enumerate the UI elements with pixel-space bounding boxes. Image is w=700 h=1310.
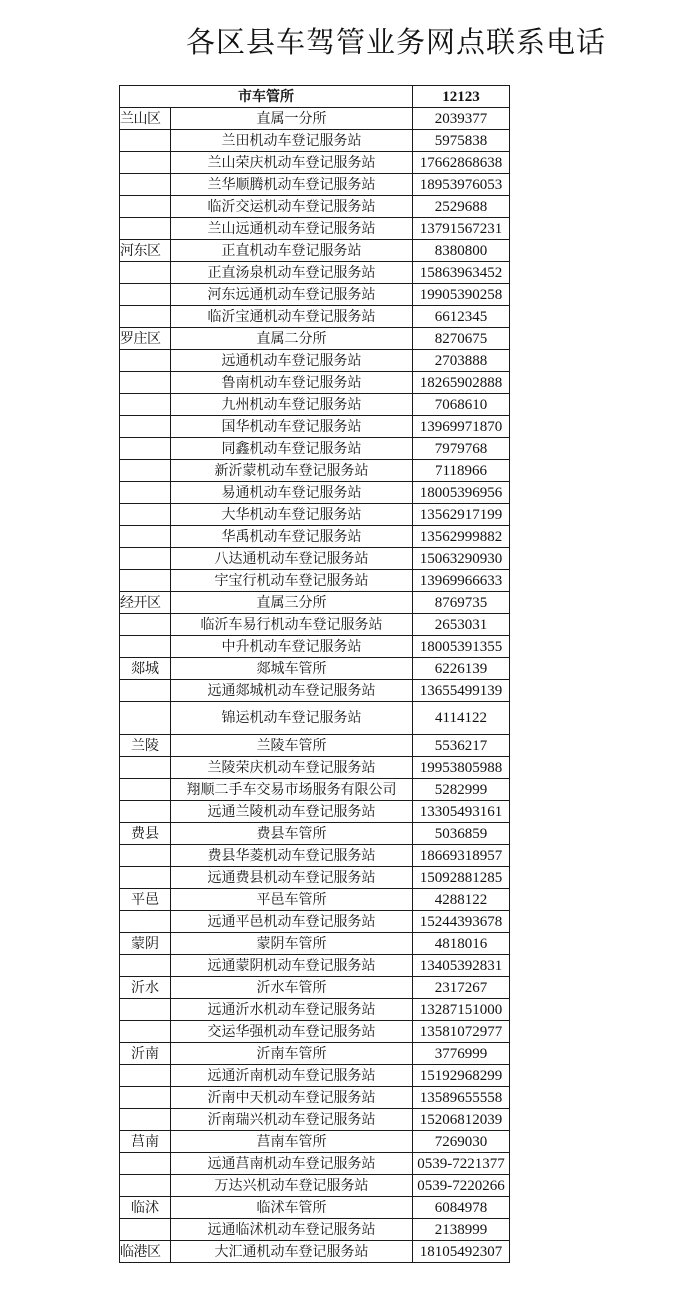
station-name-cell: 直属三分所 xyxy=(171,592,413,614)
district-cell xyxy=(120,460,171,482)
station-name-cell: 费县华菱机动车登记服务站 xyxy=(171,845,413,867)
station-name-cell: 远通沂水机动车登记服务站 xyxy=(171,999,413,1021)
phone-cell: 13562917199 xyxy=(413,504,510,526)
station-name-cell: 兰田机动车登记服务站 xyxy=(171,130,413,152)
district-cell: 郯城 xyxy=(120,658,171,680)
district-cell xyxy=(120,372,171,394)
header-org: 市车管所 xyxy=(120,86,413,108)
phone-cell: 3776999 xyxy=(413,1043,510,1065)
phone-cell: 18953976053 xyxy=(413,174,510,196)
station-name-cell: 沂南车管所 xyxy=(171,1043,413,1065)
phone-cell: 6612345 xyxy=(413,306,510,328)
header-phone: 12123 xyxy=(413,86,510,108)
table-row xyxy=(120,196,510,218)
table-row xyxy=(120,977,510,999)
table-row xyxy=(120,416,510,438)
district-cell xyxy=(120,680,171,702)
table-row xyxy=(120,735,510,757)
phone-cell: 13405392831 xyxy=(413,955,510,977)
district-cell xyxy=(120,614,171,636)
station-name-cell: 大华机动车登记服务站 xyxy=(171,504,413,526)
station-name-cell: 锦运机动车登记服务站 xyxy=(171,702,413,735)
district-cell: 费县 xyxy=(120,823,171,845)
district-cell: 临沭 xyxy=(120,1197,171,1219)
table-body xyxy=(120,108,510,1263)
phone-cell: 19905390258 xyxy=(413,284,510,306)
contacts-table xyxy=(119,85,510,1263)
table-row xyxy=(120,526,510,548)
station-name-cell: 兰山远通机动车登记服务站 xyxy=(171,218,413,240)
district-cell xyxy=(120,196,171,218)
phone-cell: 18265902888 xyxy=(413,372,510,394)
phone-cell: 7118966 xyxy=(413,460,510,482)
district-cell: 沂南 xyxy=(120,1043,171,1065)
station-name-cell: 兰山荣庆机动车登记服务站 xyxy=(171,152,413,174)
phone-cell: 7979768 xyxy=(413,438,510,460)
phone-cell: 18105492307 xyxy=(413,1241,510,1263)
station-name-cell: 远通费县机动车登记服务站 xyxy=(171,867,413,889)
station-name-cell: 临沂车易行机动车登记服务站 xyxy=(171,614,413,636)
district-cell xyxy=(120,350,171,372)
district-cell xyxy=(120,548,171,570)
station-name-cell: 正直机动车登记服务站 xyxy=(171,240,413,262)
district-cell: 沂水 xyxy=(120,977,171,999)
phone-cell: 15863963452 xyxy=(413,262,510,284)
district-cell xyxy=(120,1153,171,1175)
table-row xyxy=(120,658,510,680)
district-cell xyxy=(120,955,171,977)
station-name-cell: 华禹机动车登记服务站 xyxy=(171,526,413,548)
phone-cell: 13562999882 xyxy=(413,526,510,548)
table-row xyxy=(120,284,510,306)
table-row xyxy=(120,592,510,614)
district-cell xyxy=(120,867,171,889)
district-cell: 莒南 xyxy=(120,1131,171,1153)
district-cell xyxy=(120,306,171,328)
phone-cell: 18669318957 xyxy=(413,845,510,867)
station-name-cell: 翔顺二手车交易市场服务有限公司 xyxy=(171,779,413,801)
district-cell xyxy=(120,262,171,284)
table-row xyxy=(120,372,510,394)
district-cell: 平邑 xyxy=(120,889,171,911)
phone-cell: 2529688 xyxy=(413,196,510,218)
district-cell: 河东区 xyxy=(120,240,171,262)
table-row xyxy=(120,108,510,130)
station-name-cell: 河东远通机动车登记服务站 xyxy=(171,284,413,306)
station-name-cell: 远通郯城机动车登记服务站 xyxy=(171,680,413,702)
table-row xyxy=(120,845,510,867)
district-cell: 兰山区 xyxy=(120,108,171,130)
phone-cell: 4114122 xyxy=(413,702,510,735)
table-row xyxy=(120,350,510,372)
table-row xyxy=(120,152,510,174)
phone-cell: 5036859 xyxy=(413,823,510,845)
phone-cell: 13969971870 xyxy=(413,416,510,438)
phone-cell: 15092881285 xyxy=(413,867,510,889)
table-row xyxy=(120,130,510,152)
table-row xyxy=(120,1197,510,1219)
table-row xyxy=(120,1043,510,1065)
station-name-cell: 临沭车管所 xyxy=(171,1197,413,1219)
district-cell xyxy=(120,845,171,867)
phone-cell: 17662868638 xyxy=(413,152,510,174)
station-name-cell: 宇宝行机动车登记服务站 xyxy=(171,570,413,592)
phone-cell: 15244393678 xyxy=(413,911,510,933)
table-row xyxy=(120,174,510,196)
phone-cell: 2703888 xyxy=(413,350,510,372)
district-cell xyxy=(120,1219,171,1241)
phone-cell: 2653031 xyxy=(413,614,510,636)
district-cell: 临港区 xyxy=(120,1241,171,1263)
station-name-cell: 兰华顺腾机动车登记服务站 xyxy=(171,174,413,196)
table-row xyxy=(120,306,510,328)
district-cell xyxy=(120,1087,171,1109)
phone-cell: 5536217 xyxy=(413,735,510,757)
station-name-cell: 远通机动车登记服务站 xyxy=(171,350,413,372)
station-name-cell: 沂南瑞兴机动车登记服务站 xyxy=(171,1109,413,1131)
station-name-cell: 远通沂南机动车登记服务站 xyxy=(171,1065,413,1087)
table-row xyxy=(120,482,510,504)
table-row xyxy=(120,955,510,977)
district-cell xyxy=(120,801,171,823)
phone-cell: 6084978 xyxy=(413,1197,510,1219)
table-row xyxy=(120,889,510,911)
district-cell xyxy=(120,999,171,1021)
phone-cell: 2317267 xyxy=(413,977,510,999)
station-name-cell: 沂南中天机动车登记服务站 xyxy=(171,1087,413,1109)
district-cell xyxy=(120,438,171,460)
district-cell xyxy=(120,1175,171,1197)
station-name-cell: 国华机动车登记服务站 xyxy=(171,416,413,438)
station-name-cell: 郯城车管所 xyxy=(171,658,413,680)
district-cell xyxy=(120,1109,171,1131)
station-name-cell: 新沂蒙机动车登记服务站 xyxy=(171,460,413,482)
table-row xyxy=(120,1065,510,1087)
district-cell xyxy=(120,416,171,438)
station-name-cell: 易通机动车登记服务站 xyxy=(171,482,413,504)
table-row xyxy=(120,438,510,460)
district-cell xyxy=(120,1021,171,1043)
table-row xyxy=(120,1175,510,1197)
table-row xyxy=(120,999,510,1021)
district-cell xyxy=(120,218,171,240)
station-name-cell: 临沂宝通机动车登记服务站 xyxy=(171,306,413,328)
district-cell xyxy=(120,911,171,933)
station-name-cell: 远通蒙阴机动车登记服务站 xyxy=(171,955,413,977)
phone-cell: 0539-7221377 xyxy=(413,1153,510,1175)
table-row xyxy=(120,933,510,955)
district-cell xyxy=(120,284,171,306)
district-cell xyxy=(120,130,171,152)
station-name-cell: 兰陵车管所 xyxy=(171,735,413,757)
station-name-cell: 远通临沭机动车登记服务站 xyxy=(171,1219,413,1241)
phone-cell: 15192968299 xyxy=(413,1065,510,1087)
table-row xyxy=(120,680,510,702)
table-row xyxy=(120,1021,510,1043)
table-row xyxy=(120,702,510,735)
table-row xyxy=(120,394,510,416)
district-cell xyxy=(120,1065,171,1087)
phone-cell: 4818016 xyxy=(413,933,510,955)
station-name-cell: 同鑫机动车登记服务站 xyxy=(171,438,413,460)
table-row xyxy=(120,1241,510,1263)
phone-cell: 5282999 xyxy=(413,779,510,801)
station-name-cell: 平邑车管所 xyxy=(171,889,413,911)
phone-cell: 15063290930 xyxy=(413,548,510,570)
table-row xyxy=(120,867,510,889)
table-row xyxy=(120,779,510,801)
station-name-cell: 兰陵荣庆机动车登记服务站 xyxy=(171,757,413,779)
station-name-cell: 中升机动车登记服务站 xyxy=(171,636,413,658)
district-cell xyxy=(120,152,171,174)
phone-cell: 15206812039 xyxy=(413,1109,510,1131)
station-name-cell: 正直汤泉机动车登记服务站 xyxy=(171,262,413,284)
phone-cell: 7269030 xyxy=(413,1131,510,1153)
table-row xyxy=(120,218,510,240)
district-cell: 兰陵 xyxy=(120,735,171,757)
district-cell xyxy=(120,757,171,779)
phone-cell: 13305493161 xyxy=(413,801,510,823)
table-row xyxy=(120,262,510,284)
table-row xyxy=(120,1153,510,1175)
phone-cell: 13655499139 xyxy=(413,680,510,702)
station-name-cell: 鲁南机动车登记服务站 xyxy=(171,372,413,394)
phone-cell: 8270675 xyxy=(413,328,510,350)
station-name-cell: 莒南车管所 xyxy=(171,1131,413,1153)
station-name-cell: 直属一分所 xyxy=(171,108,413,130)
table-row xyxy=(120,1131,510,1153)
phone-cell: 5975838 xyxy=(413,130,510,152)
table-row xyxy=(120,328,510,350)
table-row xyxy=(120,504,510,526)
phone-cell: 18005396956 xyxy=(413,482,510,504)
station-name-cell: 八达通机动车登记服务站 xyxy=(171,548,413,570)
table-row xyxy=(120,548,510,570)
station-name-cell: 九州机动车登记服务站 xyxy=(171,394,413,416)
phone-cell: 13791567231 xyxy=(413,218,510,240)
table-row xyxy=(120,1219,510,1241)
table-row xyxy=(120,240,510,262)
table-row xyxy=(120,801,510,823)
phone-cell: 18005391355 xyxy=(413,636,510,658)
phone-cell: 4288122 xyxy=(413,889,510,911)
district-cell xyxy=(120,394,171,416)
phone-cell: 13969966633 xyxy=(413,570,510,592)
table-row xyxy=(120,911,510,933)
district-cell xyxy=(120,174,171,196)
phone-cell: 0539-7220266 xyxy=(413,1175,510,1197)
phone-cell: 13287151000 xyxy=(413,999,510,1021)
table-row xyxy=(120,1109,510,1131)
district-cell xyxy=(120,779,171,801)
phone-cell: 2138999 xyxy=(413,1219,510,1241)
phone-cell: 19953805988 xyxy=(413,757,510,779)
station-name-cell: 沂水车管所 xyxy=(171,977,413,999)
district-cell xyxy=(120,482,171,504)
station-name-cell: 万达兴机动车登记服务站 xyxy=(171,1175,413,1197)
station-name-cell: 远通莒南机动车登记服务站 xyxy=(171,1153,413,1175)
table-row xyxy=(120,570,510,592)
phone-cell: 8380800 xyxy=(413,240,510,262)
station-name-cell: 远通兰陵机动车登记服务站 xyxy=(171,801,413,823)
table-row xyxy=(120,823,510,845)
station-name-cell: 直属二分所 xyxy=(171,328,413,350)
table-row xyxy=(120,614,510,636)
table-row xyxy=(120,1087,510,1109)
phone-cell: 6226139 xyxy=(413,658,510,680)
district-cell xyxy=(120,504,171,526)
station-name-cell: 临沂交运机动车登记服务站 xyxy=(171,196,413,218)
district-cell xyxy=(120,526,171,548)
district-cell xyxy=(120,702,171,735)
phone-cell: 13589655558 xyxy=(413,1087,510,1109)
phone-cell: 7068610 xyxy=(413,394,510,416)
station-name-cell: 大汇通机动车登记服务站 xyxy=(171,1241,413,1263)
table-row xyxy=(120,460,510,482)
district-cell: 蒙阴 xyxy=(120,933,171,955)
district-cell: 罗庄区 xyxy=(120,328,171,350)
table-header-row xyxy=(120,86,510,108)
phone-cell: 2039377 xyxy=(413,108,510,130)
district-cell: 经开区 xyxy=(120,592,171,614)
station-name-cell: 蒙阴车管所 xyxy=(171,933,413,955)
table-row xyxy=(120,757,510,779)
phone-cell: 8769735 xyxy=(413,592,510,614)
station-name-cell: 交运华强机动车登记服务站 xyxy=(171,1021,413,1043)
district-cell xyxy=(120,636,171,658)
station-name-cell: 远通平邑机动车登记服务站 xyxy=(171,911,413,933)
district-cell xyxy=(120,570,171,592)
phone-cell: 13581072977 xyxy=(413,1021,510,1043)
table-row xyxy=(120,636,510,658)
station-name-cell: 费县车管所 xyxy=(171,823,413,845)
page-title: 各区县车驾管业务网点联系电话 xyxy=(186,25,607,59)
